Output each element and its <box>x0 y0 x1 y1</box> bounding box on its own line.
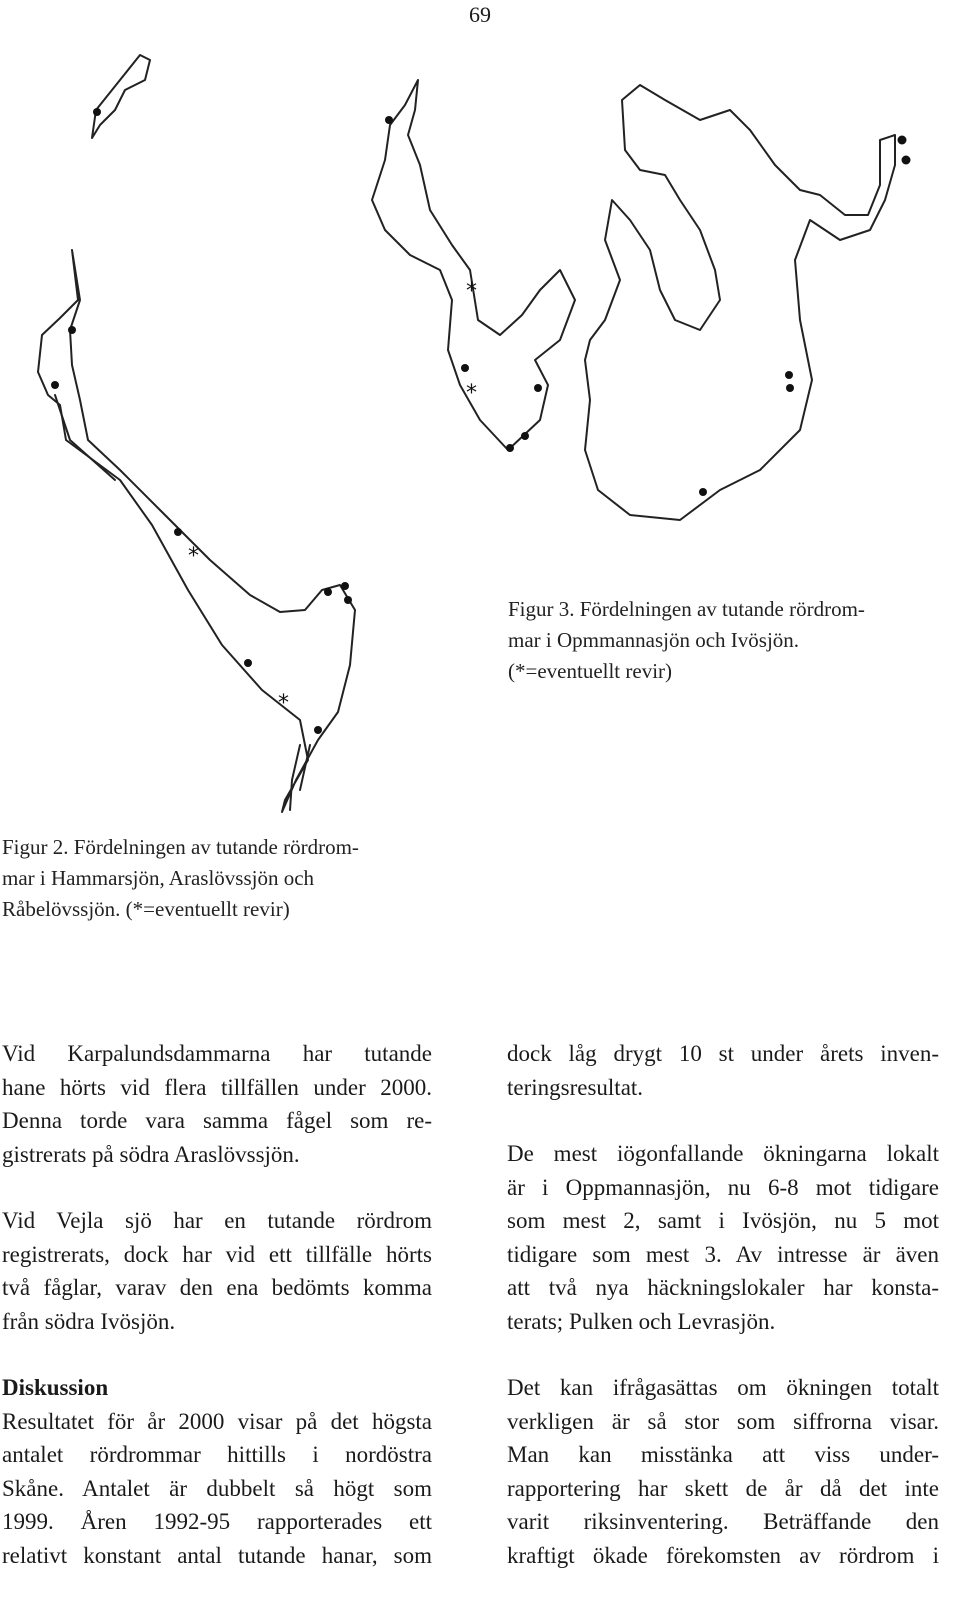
text-line: kraftigt ökade förekomsten av rördrom i <box>507 1542 939 1568</box>
text-line: hane hörts vid flera tillfällen under 2000. <box>2 1074 432 1100</box>
text-line: varit riksinventering. Beträffande den <box>507 1509 939 1534</box>
text-line: De mest iögonfallande ökningarna lokalt <box>507 1141 939 1166</box>
figure2-stars <box>188 544 289 716</box>
right-column <box>507 1037 939 1605</box>
section-heading-diskussion: Diskussion <box>2 1375 109 1400</box>
svg-text:*: * <box>466 381 477 406</box>
paragraph-karpalund <box>2 1037 432 1171</box>
text-line: tidigare som mest 3. Av intresse är även <box>507 1241 939 1267</box>
paragraph-okningar <box>507 1137 939 1338</box>
text-line: Resultatet för år 2000 visar på det högsta <box>2 1408 432 1434</box>
lake-outline-hammarsjon <box>38 250 355 812</box>
text-line: dock låg drygt 10 st under årets inven- <box>507 1041 939 1066</box>
text-line: antalet rördrommar hittills i nordöstra <box>2 1442 432 1467</box>
text-line: gistrerats på södra Araslövssjön. <box>2 1141 300 1167</box>
paragraph-ifragasattas <box>507 1371 939 1572</box>
text-line: Skåne. Antalet är dubbelt så högt som <box>2 1475 432 1501</box>
figure3-stars <box>466 279 477 406</box>
figure2-dots <box>51 108 352 734</box>
text-line: relativt konstant antal tutande hanar, som <box>2 1542 432 1568</box>
lake-outline-ivosjon <box>585 85 895 520</box>
lake-inner-line-1 <box>55 395 115 480</box>
figure3-map <box>372 80 911 520</box>
text-line: teringsresultat. <box>507 1074 644 1100</box>
text-line: registrerats, dock har vid ett tillfälle hörts <box>2 1241 432 1267</box>
lake-outline-top-left <box>92 55 150 138</box>
svg-text:*: * <box>466 279 477 304</box>
svg-text:*: * <box>278 691 289 716</box>
figure3-dots <box>385 116 911 496</box>
text-line: Vid Karpalundsdammarna har tutande <box>2 1041 432 1066</box>
text-line: verkligen är så stor som siffrorna visar. <box>507 1408 939 1434</box>
figure2-map <box>38 55 355 812</box>
text-line: Denna torde vara samma fågel som re- <box>2 1108 432 1133</box>
paragraph-resultatet <box>2 1405 432 1573</box>
text-line: Man kan misstänka att viss under- <box>507 1442 939 1467</box>
text-line: terats; Pulken och Levrasjön. <box>507 1308 776 1334</box>
text-line: två fåglar, varav den ena bedömts komma <box>2 1275 432 1300</box>
text-line: 1999. Åren 1992-95 rapporterades ett <box>2 1509 432 1534</box>
text-line: Vid Vejla sjö har en tutande rördrom <box>2 1208 432 1233</box>
text-line: rapportering har skett de år då det inte <box>507 1475 939 1501</box>
figure2-caption: Figur 2. Fördelningen av tutande rördrom- mar i Hammarsjön, Araslövssjön och Råbelövssjön. (*=eventuellt revir) <box>2 835 359 921</box>
paragraph-inventering <box>507 1037 939 1104</box>
svg-text:*: * <box>188 544 199 569</box>
text-line: att två nya häckningslokaler har konsta- <box>507 1275 939 1300</box>
text-line: från södra Ivösjön. <box>2 1308 176 1334</box>
page-number: 69 <box>469 2 491 27</box>
left-column <box>2 1037 432 1605</box>
text-line: som mest 2, samt i Ivösjön, nu 5 mot <box>507 1208 939 1233</box>
figure3-caption: Figur 3. Fördelningen av tutande rördrom- mar i Opmmannasjön och Ivösjön. (*=eventuellt revir) <box>508 597 865 683</box>
paragraph-vejla <box>2 1204 432 1338</box>
text-line: är i Oppmannasjön, nu 6-8 mot tidigare <box>507 1174 939 1200</box>
lake-inner-line-3 <box>300 745 310 790</box>
text-line: Det kan ifrågasättas om ökningen totalt <box>507 1375 939 1400</box>
